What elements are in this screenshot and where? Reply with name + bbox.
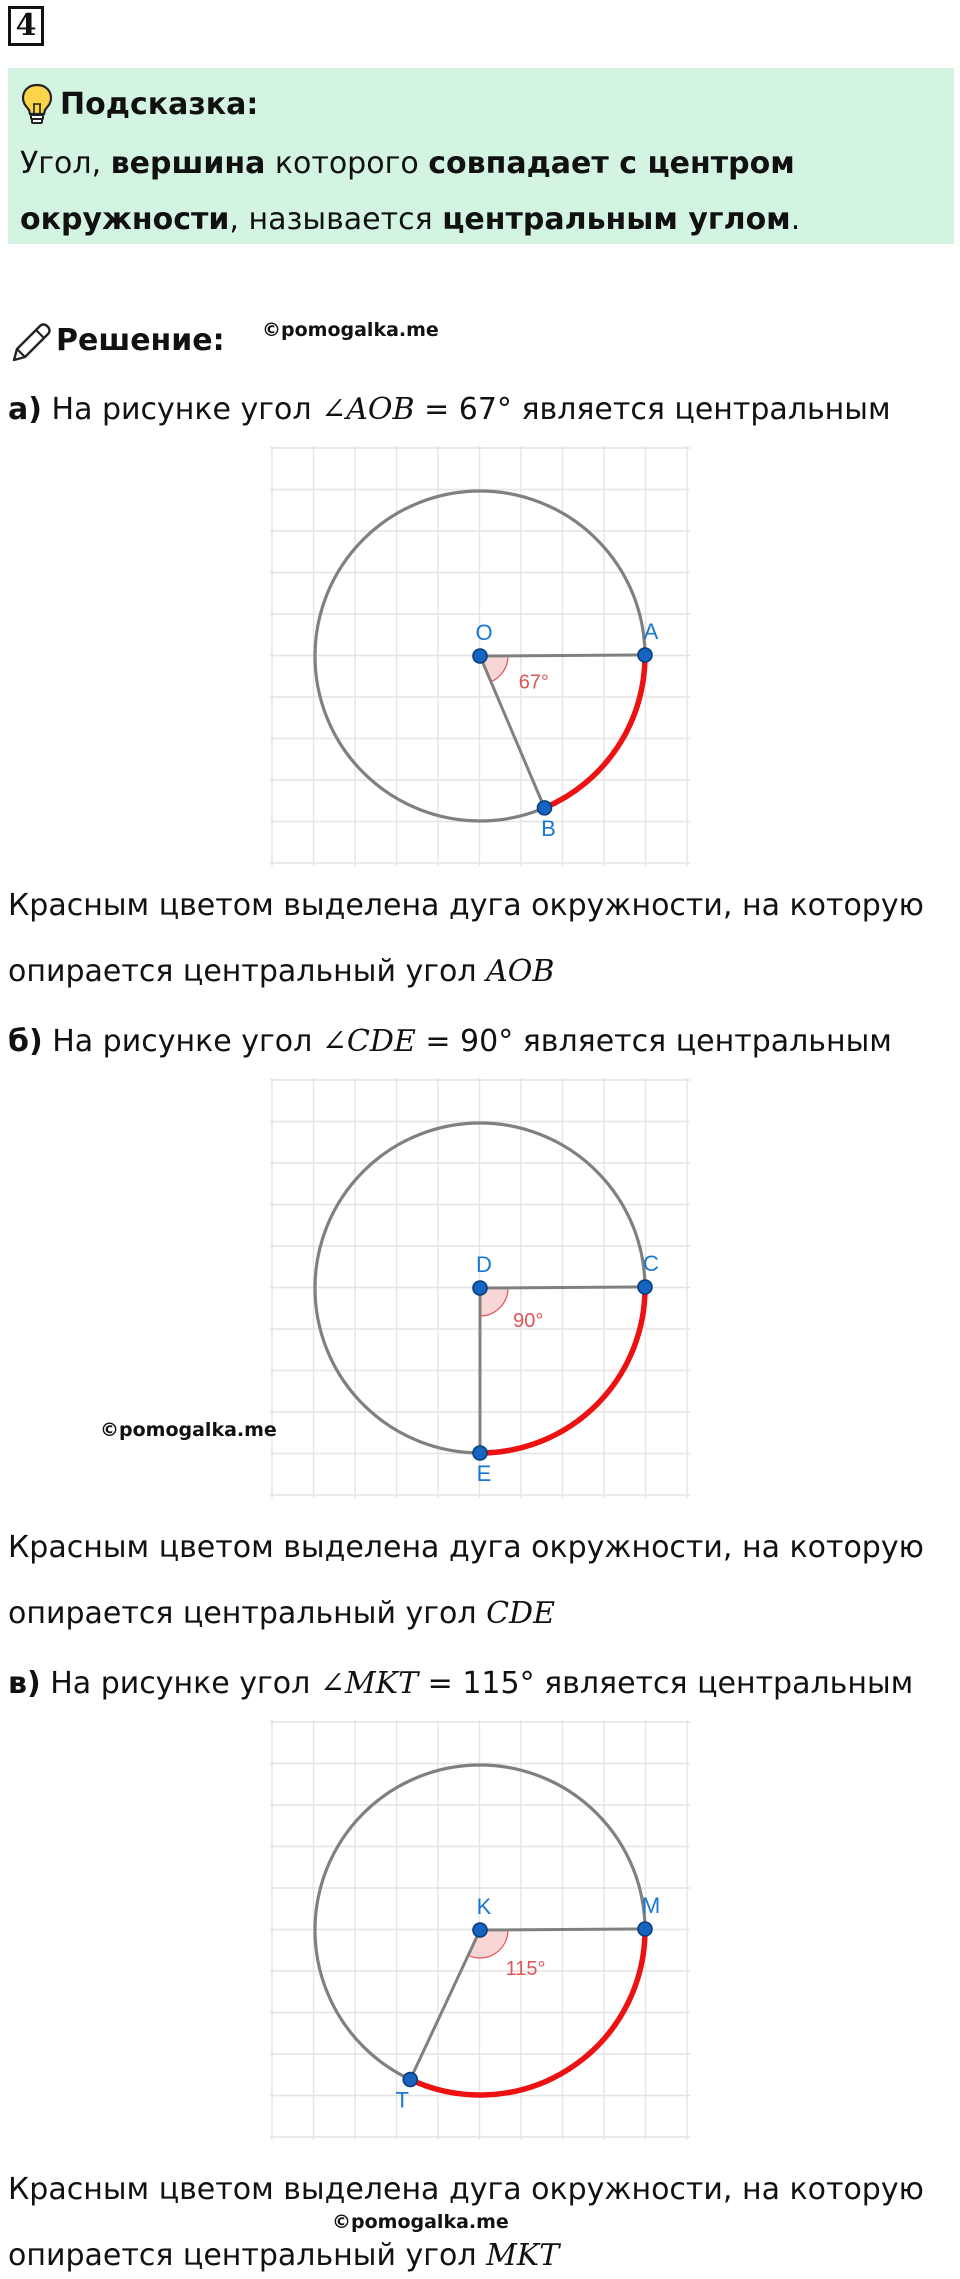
angle-label: 115° [505,1958,546,1981]
part-a-caption-line2 [8,952,554,992]
part-a-caption-angle: AOB [486,954,555,989]
hint-text-segment: . [790,202,801,237]
part-a-statement [8,390,891,430]
hint-text-emphasis: вершина [110,146,266,181]
watermark: ©pomogalka.me [100,1419,277,1441]
highlighted-arc [544,655,645,808]
radius-segment [480,655,645,656]
part-a-text-before: На рисунке угол [41,392,322,427]
part-a-angle: ∠AOB [321,392,415,427]
point-label: O [475,620,493,645]
part-b-text-before: На рисунке угол [42,1024,322,1059]
part-a-letter: а) [8,392,42,427]
part-b-statement [8,1022,892,1062]
part-b-letter: б) [8,1024,43,1059]
point-marker [473,1923,487,1937]
task-number: 4 [8,6,44,46]
point-marker [638,648,652,662]
point-marker [473,649,487,663]
part-b-caption-angle: CDE [486,1596,555,1631]
part-c-text-after: = 115° является центральным [418,1666,914,1701]
hint-box [8,68,954,244]
part-c-letter: в) [8,1666,41,1701]
point-marker [403,2073,417,2087]
pencil-icon [8,320,54,366]
figure-a [270,446,690,866]
point-marker [638,1922,652,1936]
point-label: E [476,1461,492,1486]
part-c-caption-prefix: опирается центральный угол [8,2238,487,2273]
point-label: T [395,2087,409,2113]
lightbulb-icon [20,82,54,126]
part-c-caption-line1: Красным цветом выделена дуга окружности, на которую [8,2172,924,2207]
hint-text-segment: которого [265,146,429,181]
angle-label: 67° [518,671,549,694]
radius-segment [480,1929,645,1930]
part-b-caption-prefix: опирается центральный угол [8,1596,487,1631]
hint-text-emphasis: центральным углом [442,202,791,237]
part-c-text-before: На рисунке угол [40,1666,320,1701]
watermark: ©pomogalka.me [262,319,439,341]
hint-title: Подсказка: [60,87,259,122]
point-marker [473,1281,487,1295]
point-label: C [643,1251,659,1276]
point-marker [473,1446,487,1460]
hint-text [20,136,942,248]
part-b-text-after: = 90° является центральным [415,1024,892,1059]
part-a-text-after: = 67° является центральным [414,392,891,427]
angle-label: 90° [513,1310,544,1333]
radius-segment [480,1287,645,1288]
part-c-caption-line2 [8,2236,559,2276]
part-b-angle: ∠CDE [321,1024,416,1059]
figure-b [270,1078,690,1498]
part-a-caption-prefix: опирается центральный угол [8,954,487,989]
part-c-statement [8,1664,913,1704]
hint-text-emphasis: совпадает с центром окружности [20,146,795,237]
part-c-caption-angle: MKT [486,2238,560,2273]
point-label: K [476,1894,492,1919]
point-label: D [476,1252,492,1277]
part-c-angle: ∠MKT [319,1666,419,1701]
part-b-caption-line1: Красным цветом выделена дуга окружности, на которую [8,1530,924,1565]
point-label: A [643,619,659,644]
point-label: B [541,815,556,841]
point-marker [638,1280,652,1294]
solution-title: Решение: [56,323,225,358]
watermark: ©pomogalka.me [332,2211,509,2233]
part-b-caption-line2 [8,1594,555,1634]
point-label: M [641,1893,661,1918]
hint-text-segment: , называется [229,202,443,237]
part-a-caption-line1: Красным цветом выделена дуга окружности, на которую [8,888,924,923]
radius-segment [410,1930,480,2080]
point-marker [537,801,551,815]
figure-c [270,1720,690,2140]
hint-text-segment: Угол, [20,146,111,181]
